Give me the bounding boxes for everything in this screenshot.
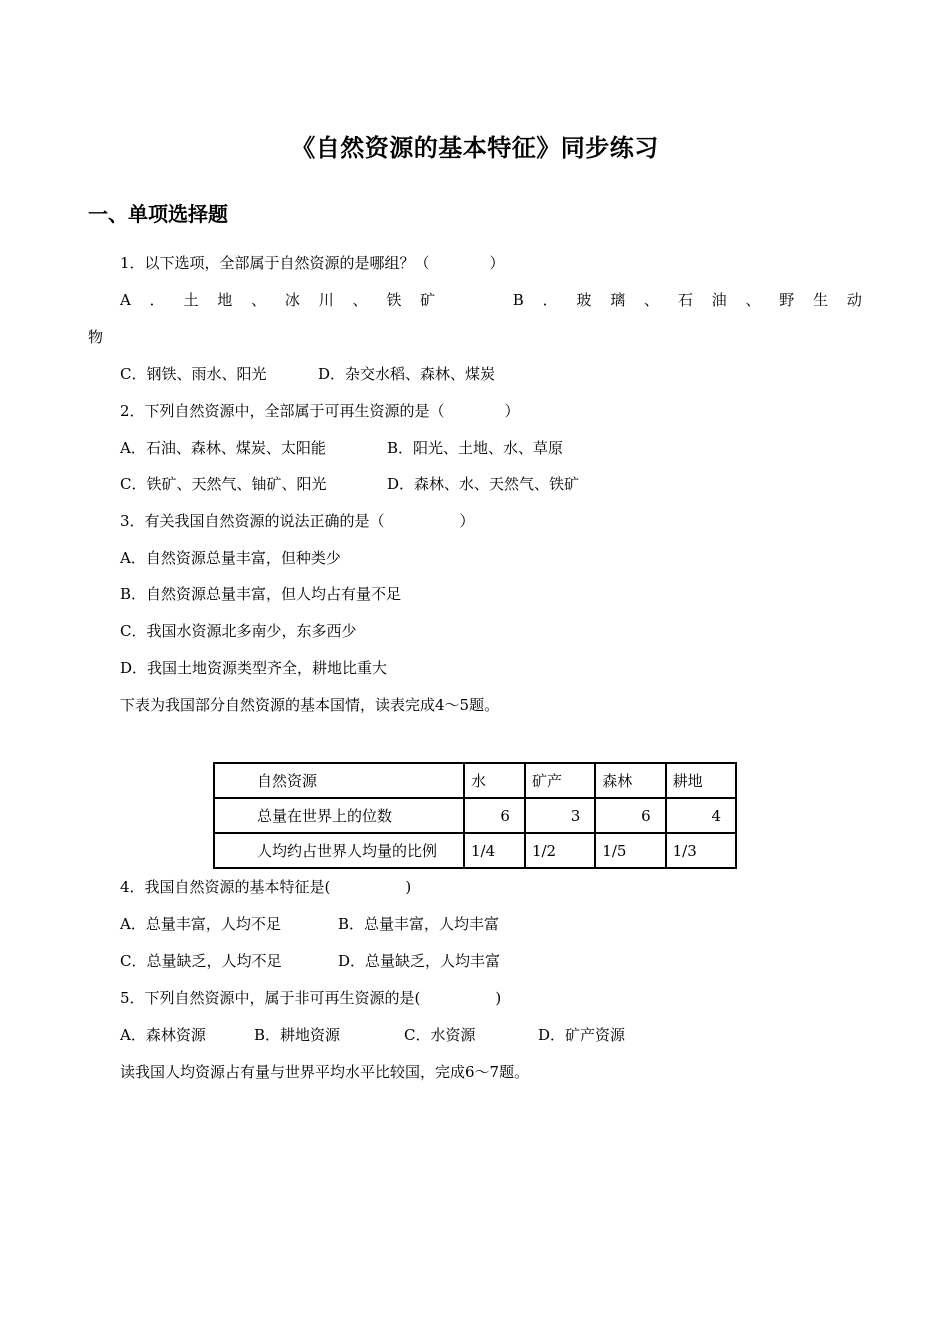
q1-optA-char: 川 [318, 291, 334, 309]
q1-optA-char: 、 [251, 291, 267, 309]
table-cell: 总量在世界上的位数 [214, 798, 464, 833]
table-row [214, 833, 736, 868]
page-title: 《自然资源的基本特征》同步练习 [291, 134, 659, 162]
q3-option-b: B．自然资源总量丰富，但人均占有量不足 [120, 585, 402, 603]
q1-optA-char: 土 [183, 291, 199, 309]
q1-optB-char: 璃 [610, 291, 626, 309]
q3-option-a: A．自然资源总量丰富，但种类少 [120, 549, 341, 567]
question-4-options-ab [120, 913, 499, 935]
table-cell: 3 [525, 798, 595, 833]
table-cell: 1/5 [595, 833, 665, 868]
q5-option-c: C．水资源 [404, 1026, 476, 1044]
q4-option-d: D．总量缺乏，人均丰富 [338, 952, 501, 970]
q3-option-d: D．我国土地资源类型齐全，耕地比重大 [120, 659, 388, 677]
q2-option-b: B．阳光、土地、水、草原 [387, 439, 564, 457]
table-header-cell: 矿产 [525, 763, 595, 798]
q1-optA-char: 、 [352, 291, 368, 309]
table-header-cell: 水 [464, 763, 525, 798]
q4-option-c: C．总量缺乏，人均不足 [120, 952, 282, 970]
question-4-stem: 4．我国自然资源的基本特征是( ) [120, 878, 412, 896]
question-5-stem: 5．下列自然资源中，属于非可再生资源的是( ) [120, 989, 502, 1007]
q5-option-a: A．森林资源 [120, 1026, 206, 1044]
question-1-options-ab [120, 289, 862, 311]
q1-optB-char: ． [542, 291, 558, 309]
q1-optB-char: B [512, 291, 524, 309]
q1-optB-char: 野 [779, 291, 795, 309]
table-header-cell: 耕地 [666, 763, 736, 798]
table-header-row [214, 763, 736, 798]
table-header-cell: 自然资源 [214, 763, 464, 798]
table-cell: 1/4 [464, 833, 525, 868]
q1-optA-char: 矿 [420, 291, 436, 309]
table-intro: 下表为我国部分自然资源的基本国情，读表完成4～5题。 [120, 696, 500, 714]
table-cell: 1/2 [525, 833, 595, 868]
question-1-options-cd [120, 363, 495, 385]
q4-option-a: A．总量丰富，人均不足 [120, 915, 281, 933]
q3-option-c: C．我国水资源北多南少，东多西少 [120, 622, 357, 640]
closing-instruction: 读我国人均资源占有量与世界平均水平比较国，完成6～7题。 [120, 1063, 530, 1081]
q1-optB-char: 、 [745, 291, 761, 309]
resource-table [213, 762, 737, 869]
q1-optB-char: 生 [813, 291, 829, 309]
q1-optA-char: 地 [217, 291, 233, 309]
q1-optA-char: 铁 [386, 291, 402, 309]
table-cell: 6 [464, 798, 525, 833]
q1-optA-char: ． [149, 291, 165, 309]
table-row [214, 798, 736, 833]
q1-optA-char: 冰 [284, 291, 300, 309]
q1-option-d: D．杂交水稻、森林、煤炭 [318, 365, 496, 383]
question-2-stem: 2．下列自然资源中，全部属于可再生资源的是（ ） [120, 402, 520, 420]
q1-optB-char: 、 [644, 291, 660, 309]
q1-optB-char: 动 [846, 291, 862, 309]
q1-optB-char: 玻 [576, 291, 592, 309]
table-cell: 人均约占世界人均量的比例 [214, 833, 464, 868]
section-heading: 一、单项选择题 [88, 202, 228, 226]
question-1-stem: 1．以下选项，全部属于自然资源的是哪组？（ ） [120, 254, 505, 272]
q2-option-d: D．森林、水、天然气、铁矿 [387, 475, 580, 493]
q2-option-a: A．石油、森林、煤炭、太阳能 [120, 439, 326, 457]
q5-option-d: D．矿产资源 [538, 1026, 626, 1044]
question-5-options [120, 1024, 625, 1046]
q2-option-c: C．铁矿、天然气、铀矿、阳光 [120, 475, 327, 493]
question-1-optB-wrap: 物 [88, 328, 104, 346]
question-2-options-cd [120, 473, 579, 495]
q1-optB-char: 油 [711, 291, 727, 309]
q1-option-c: C．钢铁、雨水、阳光 [120, 365, 267, 383]
q5-option-b: B．耕地资源 [254, 1026, 341, 1044]
q4-option-b: B．总量丰富，人均丰富 [338, 915, 500, 933]
table-cell: 6 [595, 798, 665, 833]
q1-optB-char: 石 [677, 291, 693, 309]
question-3-stem: 3．有关我国自然资源的说法正确的是（ ） [120, 512, 475, 530]
question-2-options-ab [120, 437, 563, 459]
q1-optA-char: A [120, 291, 131, 309]
table-header-cell: 森林 [595, 763, 665, 798]
table-cell: 1/3 [666, 833, 736, 868]
question-4-options-cd [120, 950, 500, 972]
table-cell: 4 [666, 798, 736, 833]
